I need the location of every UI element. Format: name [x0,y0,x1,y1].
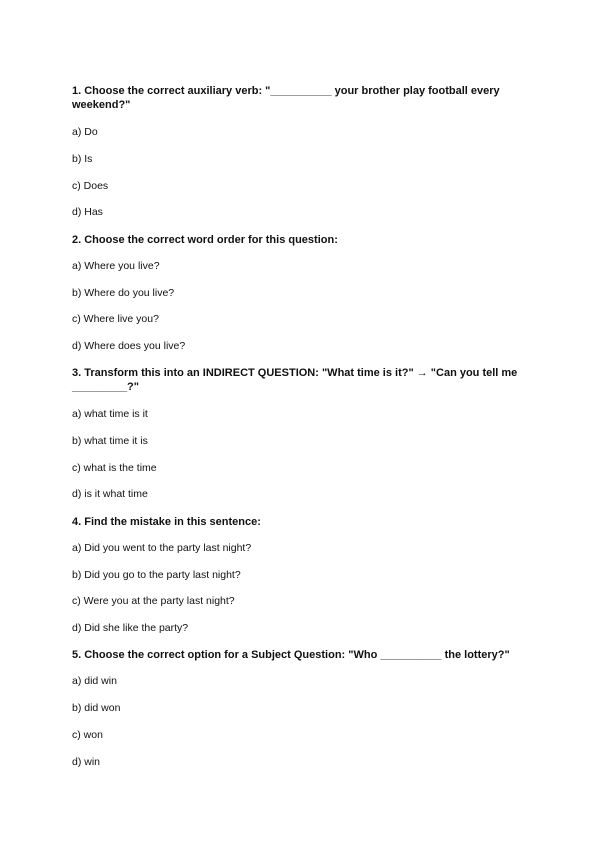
question-5-option-b: b) did won [72,702,121,714]
question-2-option-c: c) Where live you? [72,313,159,325]
question-1-option-b: b) Is [72,153,93,165]
question-1-option-c: c) Does [72,180,109,192]
question-3-option-d: d) is it what time [72,488,148,500]
question-5-option-a: a) did win [72,675,117,687]
question-3-option-b: b) what time it is [72,435,148,447]
question-2: 2. Choose the correct word order for this question: [72,234,338,246]
question-4-option-d: d) Did she like the party? [72,622,189,634]
question-1-option-d: d) Has [72,206,103,218]
question-3-option-c: c) what is the time [72,462,157,474]
question-4-option-a: a) Did you went to the party last night? [72,542,252,554]
question-4-option-c: c) Were you at the party last night? [72,595,235,607]
question-2-option-b: b) Where do you live? [72,287,175,299]
question-2-option-d: d) Where does you live? [72,340,186,352]
question-3: 3. Transform this into an INDIRECT QUESTION: "What time is it?" → "Can you tell me _________?" [72,367,518,393]
question-4: 4. Find the mistake in this sentence: [72,516,261,528]
question-5: 5. Choose the correct option for a Subject Question: "Who __________ the lottery?" [72,649,510,661]
question-3-option-a: a) what time is it [72,408,148,420]
question-1-option-a: a) Do [72,126,98,138]
question-5-option-d: d) win [72,756,101,768]
question-4-option-b: b) Did you go to the party last night? [72,569,241,581]
question-1: 1. Choose the correct auxiliary verb: "__________ your brother play football every weekend?" [72,85,500,111]
question-2-option-a: a) Where you live? [72,260,160,272]
question-5-option-c: c) won [72,729,103,741]
